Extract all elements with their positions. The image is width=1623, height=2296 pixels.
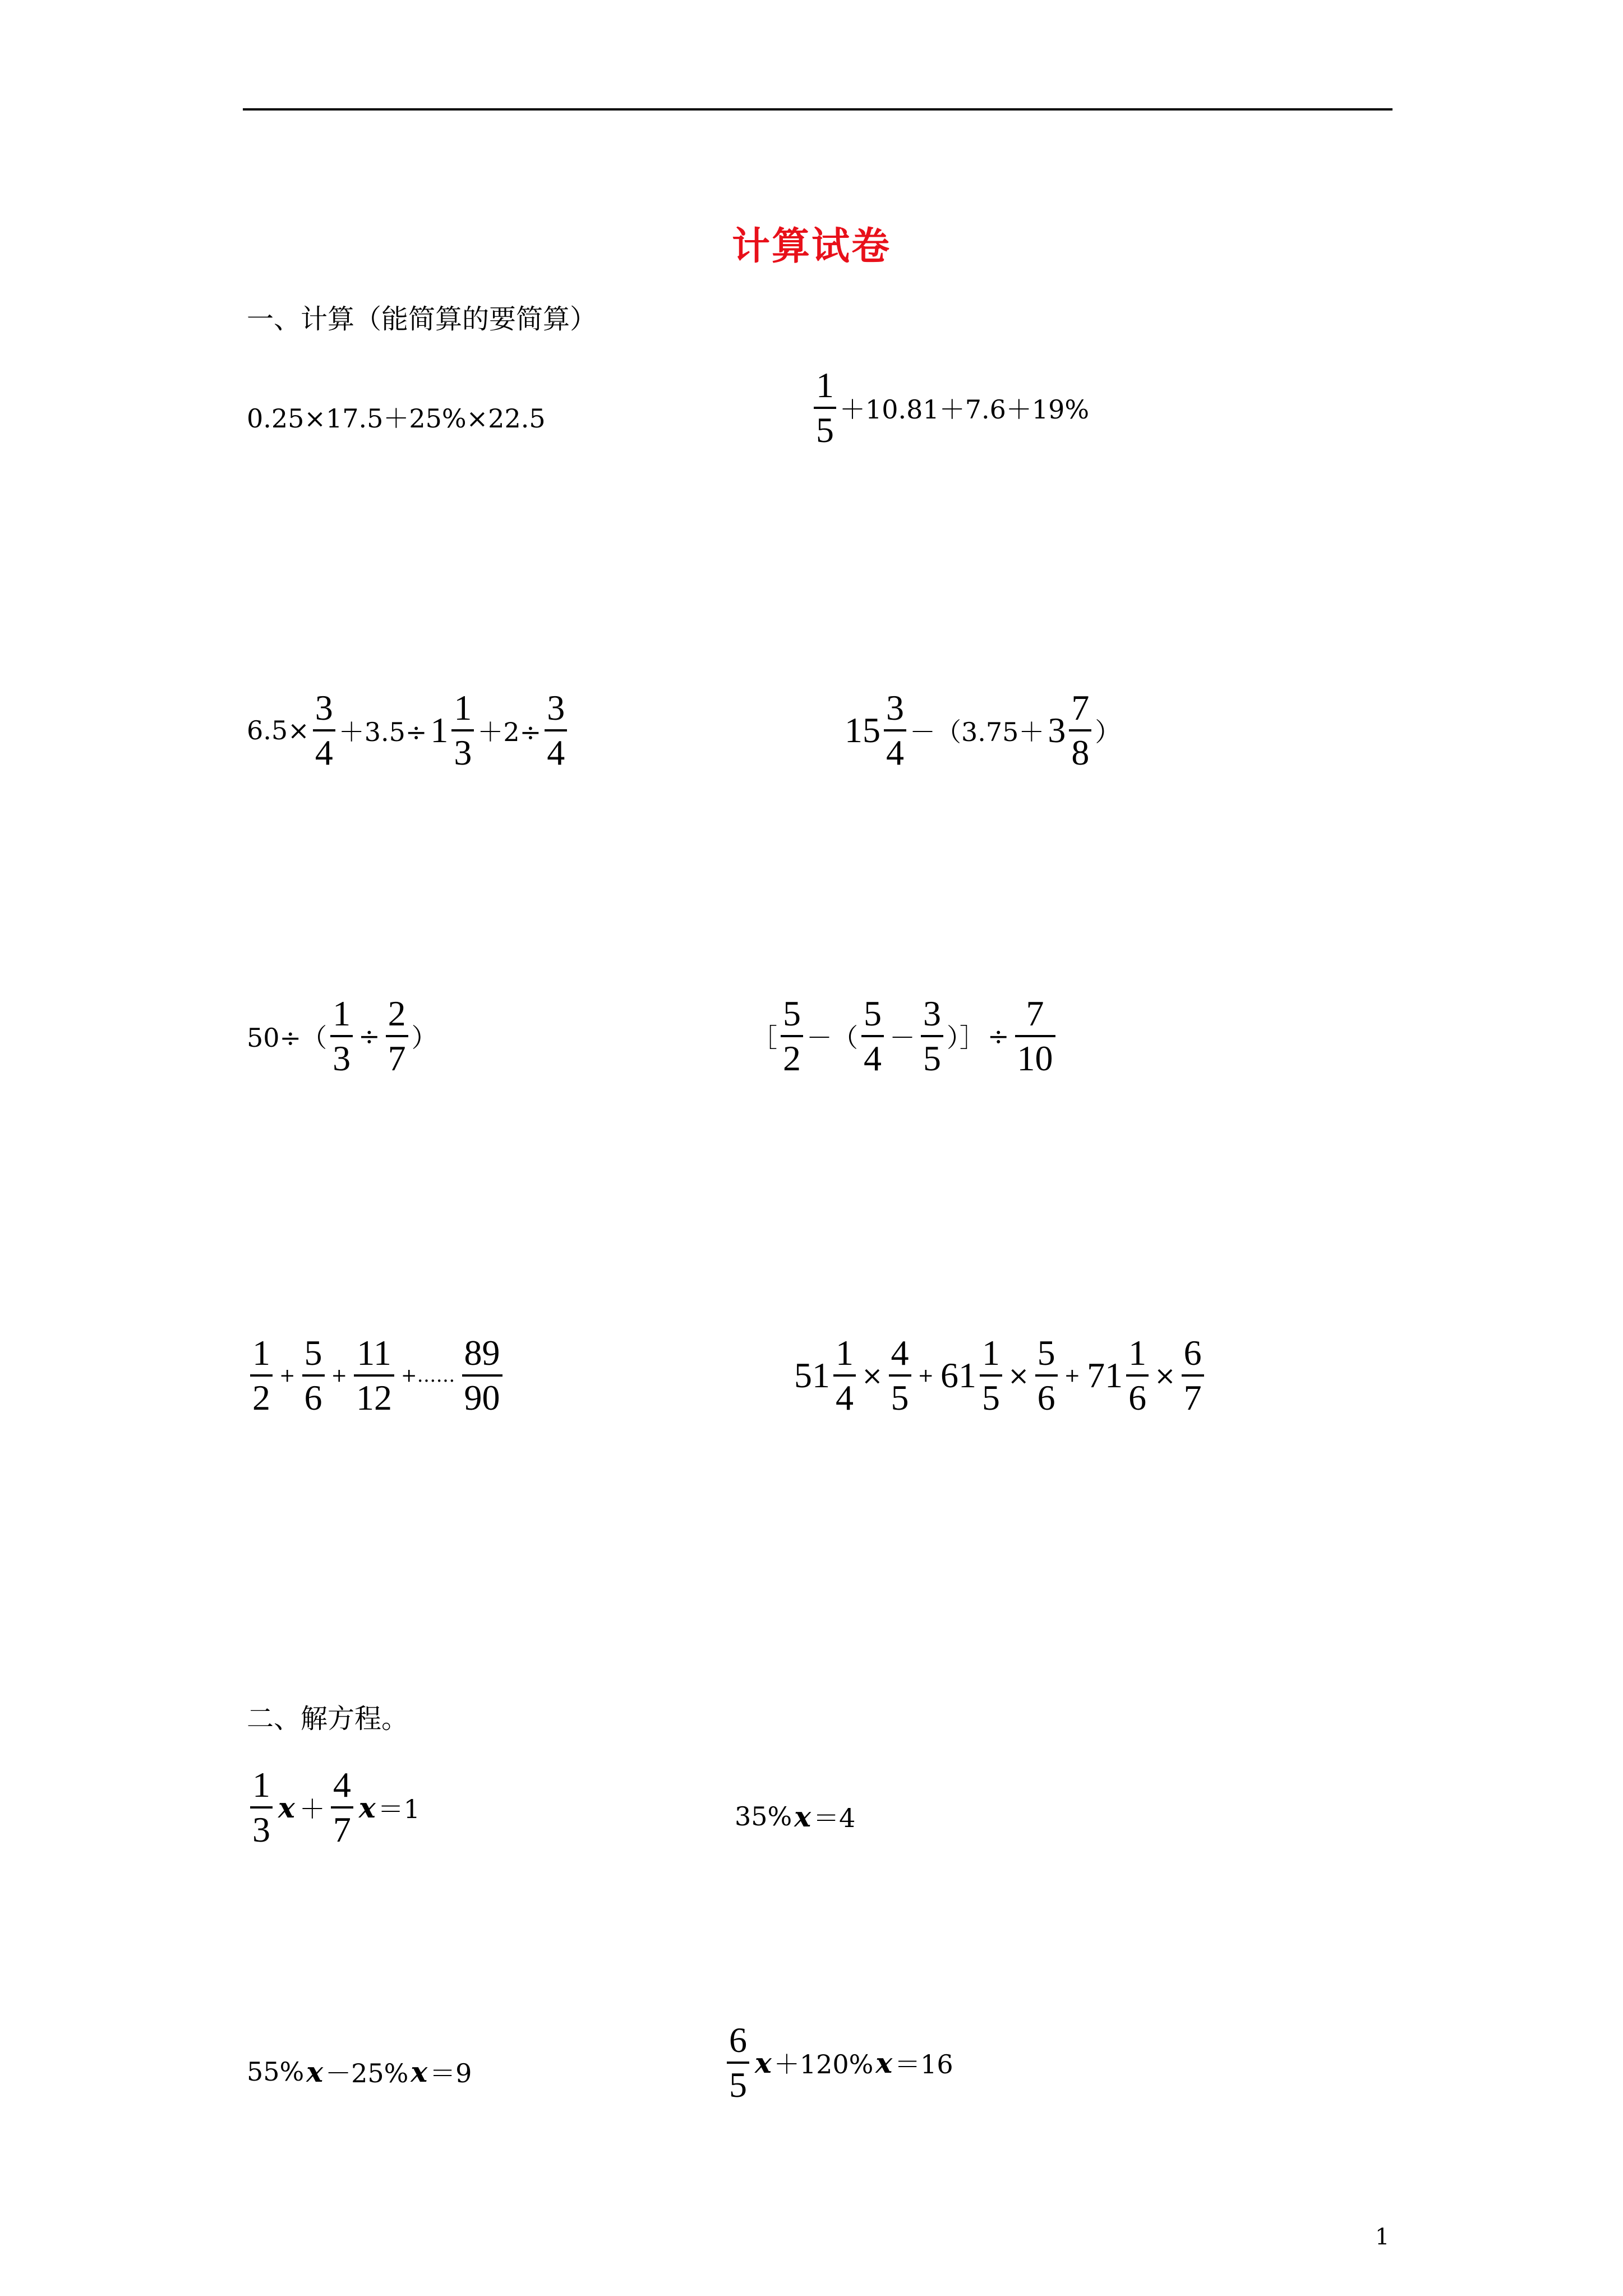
problem-3-part: ＋3.5÷: [338, 717, 427, 747]
problem-3-part: 6.5×: [247, 715, 310, 746]
minus-sign: －: [889, 1023, 915, 1053]
division-sign: ÷: [358, 1021, 380, 1051]
fraction: $\frac{11}{12}$: [354, 1335, 394, 1416]
fraction: $\frac{1}{3}$: [330, 996, 353, 1076]
variable-x: x: [306, 2055, 324, 2088]
problem-5-part: 50÷（: [247, 1023, 328, 1053]
problem-1: [247, 398, 546, 435]
equation-rhs: ＝4: [813, 1803, 856, 1833]
whole-number: 71: [1087, 1355, 1123, 1395]
times-sign: ×: [1008, 1360, 1030, 1391]
problem-6-part: ［: [751, 1023, 777, 1053]
fraction: $\frac{3}{5}$: [921, 996, 943, 1076]
variable-x: x: [411, 2055, 428, 2088]
fraction: $\frac{5}{2}$: [781, 996, 803, 1076]
fraction: $\frac{1}{3}$: [250, 1767, 273, 1848]
times-sign: ×: [861, 1360, 883, 1391]
whole-number: 3: [1048, 710, 1066, 750]
division-sign: ÷: [988, 1021, 1009, 1051]
times-sign: ×: [1154, 1360, 1176, 1391]
equation-3: [247, 2053, 472, 2090]
problem-6-part: －（: [806, 1023, 858, 1053]
problem-8: [791, 1335, 1207, 1416]
problem-2: [810, 367, 1089, 448]
plus-sign: +: [331, 1364, 347, 1387]
fraction: $\frac{5}{6}$: [1035, 1335, 1058, 1416]
fraction: $\frac{4}{5}$: [889, 1335, 911, 1416]
equation-rhs: ＝9: [430, 2058, 472, 2088]
equation-1: [247, 1767, 420, 1848]
problem-3-part: ＋2÷: [477, 717, 542, 747]
problem-4-part: －（3.75＋: [910, 717, 1045, 747]
problem-1-text: 0.25×17.5＋25%×22.5: [247, 403, 546, 434]
variable-x: x: [794, 1800, 811, 1833]
variable-x: x: [278, 1791, 295, 1824]
equation-rhs: ＝16: [895, 2049, 953, 2079]
fraction: $\frac{5}{6}$: [302, 1335, 325, 1416]
variable-x: x: [755, 2046, 772, 2079]
fraction: $\frac{6}{7}$: [1182, 1335, 1204, 1416]
fraction: $\frac{2}{7}$: [386, 996, 408, 1076]
fraction: $\frac{3}{4}$: [884, 690, 906, 771]
fraction: $\frac{3}{4}$: [545, 690, 567, 771]
plus-sign: +: [279, 1364, 296, 1387]
fraction: $\frac{1}{4}$: [833, 1335, 856, 1416]
plus-sign: +: [1064, 1364, 1081, 1387]
section-2-heading: 二、解方程。: [247, 1703, 409, 1734]
equation-2: [735, 1798, 855, 1835]
equation-rhs: ＝1: [377, 1794, 420, 1824]
fraction: $\frac{89}{90}$: [462, 1335, 502, 1416]
problem-6-part: ）］: [947, 1023, 985, 1053]
problem-3: [247, 690, 570, 771]
fraction: $\frac{5}{4}$: [861, 996, 884, 1076]
problem-5-part: ）: [411, 1023, 437, 1053]
fraction: $\frac{6}{5}$: [727, 2022, 749, 2103]
problem-4: [841, 690, 1121, 771]
whole-number: 61: [940, 1355, 977, 1395]
problem-7: [247, 1335, 506, 1416]
problem-5: [247, 993, 437, 1078]
page-title: 计算试卷: [731, 224, 891, 269]
equation-part: －25%: [325, 2058, 409, 2088]
equation-part: 35%: [735, 1801, 792, 1832]
whole-number: 15: [845, 710, 880, 750]
fraction: $\frac{1}{6}$: [1126, 1335, 1149, 1416]
whole-number: 1: [430, 710, 449, 750]
equation-4: [723, 2022, 953, 2103]
plus-sign: +: [917, 1364, 934, 1387]
whole-number: 51: [794, 1355, 830, 1395]
section-1-heading: 一、计算（能简算的要简算）: [247, 303, 597, 335]
page-number: 1: [1375, 2224, 1390, 2250]
fraction: $\frac{7}{8}$: [1069, 690, 1091, 771]
equation-part: ＋120%: [773, 2049, 874, 2079]
fraction: $\frac{4}{7}$: [331, 1767, 353, 1848]
problem-2-text: ＋10.81＋7.6＋19%: [840, 394, 1090, 425]
plus-sign: ＋: [299, 1794, 325, 1824]
header-rule: [243, 108, 1393, 111]
fraction: $\frac{1}{5}$: [980, 1335, 1002, 1416]
fraction: $\frac{1}{2}$: [250, 1335, 273, 1416]
equation-part: 55%: [247, 2056, 305, 2087]
fraction: $\frac{1}{5}$: [814, 367, 836, 448]
variable-x: x: [358, 1791, 376, 1824]
fraction: $\frac{3}{4}$: [313, 690, 335, 771]
plus-ellipsis: +……: [401, 1364, 455, 1387]
problem-6: [751, 993, 1059, 1078]
fraction: $\frac{7}{10}$: [1015, 996, 1055, 1076]
fraction: $\frac{1}{3}$: [451, 690, 474, 771]
problem-4-part: ）: [1095, 717, 1121, 747]
variable-x: x: [875, 2046, 893, 2079]
